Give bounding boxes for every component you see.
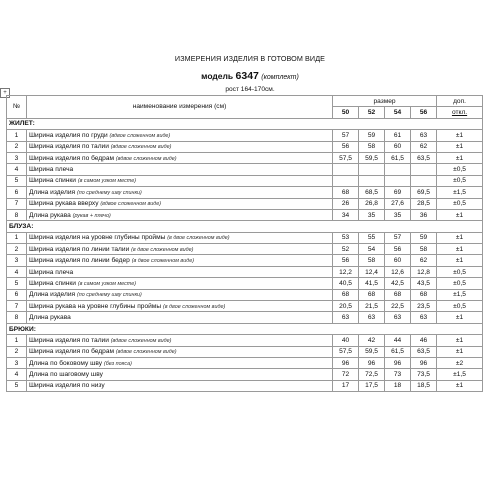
size-value: 53 <box>333 232 359 243</box>
header-row <box>7 96 483 107</box>
size-value: 52 <box>333 244 359 255</box>
measurement-note: (без пояса) <box>103 360 132 367</box>
size-value: 57 <box>385 232 411 243</box>
size-value: 63 <box>411 130 437 141</box>
tolerance-value: ±0,5 <box>437 278 483 289</box>
measurements-table <box>6 95 483 392</box>
measurement-name-cell <box>27 266 333 277</box>
size-value: 58 <box>411 244 437 255</box>
table-row <box>7 301 483 312</box>
size-value: 68,5 <box>359 187 385 198</box>
row-number: 3 <box>7 357 27 368</box>
size-value <box>333 164 359 175</box>
size-value: 96 <box>359 357 385 368</box>
size-value: 59,5 <box>359 152 385 163</box>
document-title: ИЗМЕРЕНИЯ ИЗДЕЛИЯ В ГОТОВОМ ВИДЕ <box>174 54 326 63</box>
table-row <box>7 380 483 391</box>
measurement-name: Ширина рукава на уровне глубины проймы <box>29 302 162 310</box>
measurement-note: (по среднему шву спинки) <box>76 292 142 299</box>
measurement-note: (вдвое сложенном виде) <box>110 337 172 344</box>
measurement-name-cell <box>27 255 333 266</box>
size-value: 58 <box>359 255 385 266</box>
size-value: 59 <box>411 232 437 243</box>
tolerance-value: ±1,5 <box>437 369 483 380</box>
table-row <box>7 255 483 266</box>
model-label: модель <box>201 71 234 81</box>
table-row <box>7 278 483 289</box>
size-value: 63,5 <box>411 346 437 357</box>
size-value: 73 <box>385 369 411 380</box>
measurement-name-cell <box>27 335 333 346</box>
size-value: 12,4 <box>359 266 385 277</box>
size-value <box>411 175 437 186</box>
measurement-name-cell <box>27 369 333 380</box>
measurement-name: Ширина изделия по бедрам <box>29 154 115 162</box>
size-value: 54 <box>359 244 385 255</box>
size-value <box>385 175 411 186</box>
size-value: 55 <box>359 232 385 243</box>
section-row <box>7 118 483 129</box>
size-value: 68 <box>333 289 359 300</box>
tolerance-value: ±1 <box>437 312 483 323</box>
size-value: 96 <box>385 357 411 368</box>
size-value: 73,5 <box>411 369 437 380</box>
row-number: 4 <box>7 164 27 175</box>
size-header: 56 <box>411 107 437 118</box>
tolerance-value: ±0,5 <box>437 175 483 186</box>
measurement-name-cell <box>27 278 333 289</box>
size-value: 63,5 <box>411 152 437 163</box>
tolerance-value: ±1 <box>437 232 483 243</box>
size-value: 63 <box>359 312 385 323</box>
size-header: 54 <box>385 107 411 118</box>
row-number: 1 <box>7 232 27 243</box>
size-value: 68 <box>333 187 359 198</box>
tolerance-value: ±1 <box>437 346 483 357</box>
measurement-name: Ширина изделия на уровне глубины проймы <box>29 234 166 242</box>
measurement-name-cell <box>27 289 333 300</box>
tolerance-value: ±2 <box>437 357 483 368</box>
col-header-name: наименование измерения (см) <box>27 96 333 119</box>
measurement-note: (вдвое сложенном виде) <box>109 132 171 139</box>
col-header-tolerance-bottom: откл. <box>437 107 483 118</box>
size-value: 42,5 <box>385 278 411 289</box>
size-header: 52 <box>359 107 385 118</box>
table-row <box>7 164 483 175</box>
measurement-name-cell <box>27 357 333 368</box>
measurement-note: (в двое сложенном виде) <box>131 258 195 265</box>
row-number: 4 <box>7 369 27 380</box>
size-value: 46 <box>411 335 437 346</box>
measurement-name-cell <box>27 232 333 243</box>
measurement-name-cell <box>27 187 333 198</box>
table-row <box>7 266 483 277</box>
row-number: 3 <box>7 152 27 163</box>
size-value: 61 <box>385 130 411 141</box>
measurement-note: (вдвое сложенном виде) <box>115 349 177 356</box>
row-number: 7 <box>7 301 27 312</box>
measurement-note: (вдвое сложенном виде) <box>115 155 177 162</box>
row-number: 1 <box>7 130 27 141</box>
size-value: 41,5 <box>359 278 385 289</box>
measurement-name: Ширина изделия по талии <box>29 336 109 344</box>
section-title: БЛУЗА: <box>7 221 483 232</box>
size-value: 26,8 <box>359 198 385 209</box>
measurement-note: (в двое сложенном виде) <box>167 235 230 242</box>
size-value: 68 <box>359 289 385 300</box>
size-value: 69 <box>385 187 411 198</box>
size-value: 35 <box>359 209 385 220</box>
measurement-note: (вдвое сложенном виде) <box>100 201 162 208</box>
tolerance-value: ±1,5 <box>437 187 483 198</box>
size-value: 26 <box>333 198 359 209</box>
table-row <box>7 346 483 357</box>
size-value <box>385 164 411 175</box>
size-value: 62 <box>411 255 437 266</box>
measurement-name-cell <box>27 301 333 312</box>
row-number: 2 <box>7 346 27 357</box>
table-row <box>7 312 483 323</box>
table-row <box>7 141 483 152</box>
size-value <box>333 175 359 186</box>
size-value: 12,8 <box>411 266 437 277</box>
tolerance-value: ±1 <box>437 209 483 220</box>
row-number: 8 <box>7 312 27 323</box>
size-value: 72,5 <box>359 369 385 380</box>
measurement-note: (в двое сложенном виде) <box>131 246 194 253</box>
size-value: 69,5 <box>411 187 437 198</box>
size-value: 28,5 <box>411 198 437 209</box>
measurement-name: Ширина изделия по низу <box>29 382 105 390</box>
size-value: 18 <box>385 380 411 391</box>
section-title: БРЮКИ: <box>7 323 483 334</box>
measurement-name-cell <box>27 312 333 323</box>
table-row <box>7 232 483 243</box>
measurement-name-cell <box>27 141 333 152</box>
row-number: 5 <box>7 278 27 289</box>
measurement-note: (в самом узком месте) <box>77 280 137 287</box>
size-value: 12,6 <box>385 266 411 277</box>
size-value: 56 <box>385 244 411 255</box>
size-header: 50 <box>333 107 359 118</box>
measurement-name-cell <box>27 244 333 255</box>
row-number: 6 <box>7 289 27 300</box>
row-number: 4 <box>7 266 27 277</box>
table-row <box>7 130 483 141</box>
table-row <box>7 357 483 368</box>
tolerance-value: ±0,5 <box>437 301 483 312</box>
size-value: 60 <box>385 255 411 266</box>
measurement-name: Длина по шаговому шву <box>29 371 103 379</box>
size-value: 63 <box>385 312 411 323</box>
row-number: 5 <box>7 175 27 186</box>
table-row <box>7 152 483 163</box>
measurement-note: (по среднему шву спинки) <box>76 189 142 196</box>
size-value: 96 <box>411 357 437 368</box>
row-number: 3 <box>7 255 27 266</box>
select-all-corner[interactable]: + <box>0 88 10 98</box>
size-value: 72 <box>333 369 359 380</box>
table-row <box>7 209 483 220</box>
row-number: 2 <box>7 244 27 255</box>
measurement-name-cell <box>27 152 333 163</box>
measurement-name: Ширина изделия по линии талии <box>29 245 130 253</box>
size-value: 17 <box>333 380 359 391</box>
col-header-no: № <box>7 96 27 119</box>
measurement-name: Длина рукава <box>29 314 71 322</box>
size-value: 60 <box>385 141 411 152</box>
section-row <box>7 221 483 232</box>
size-value: 57,5 <box>333 346 359 357</box>
tolerance-value: ±1 <box>437 141 483 152</box>
measurement-name-cell <box>27 198 333 209</box>
size-value: 57 <box>333 130 359 141</box>
measurement-name: Длина изделия <box>29 291 76 299</box>
model-line <box>120 70 380 82</box>
size-value: 12,2 <box>333 266 359 277</box>
size-value: 27,6 <box>385 198 411 209</box>
measurement-name-cell <box>27 380 333 391</box>
size-value: 96 <box>333 357 359 368</box>
measurement-name: Ширина рукава вверху <box>29 200 99 208</box>
size-value: 21,5 <box>359 301 385 312</box>
row-number: 5 <box>7 380 27 391</box>
size-value: 58 <box>359 141 385 152</box>
size-value: 35 <box>385 209 411 220</box>
measurement-name: Ширина плеча <box>29 268 74 276</box>
row-number: 8 <box>7 209 27 220</box>
measurement-name-cell <box>27 346 333 357</box>
measurement-name-cell <box>27 175 333 186</box>
size-value: 44 <box>385 335 411 346</box>
size-value: 43,5 <box>411 278 437 289</box>
measurement-note: (в самом узком месте) <box>77 178 137 185</box>
size-value: 18,5 <box>411 380 437 391</box>
col-header-tolerance-top: доп. <box>437 96 483 107</box>
table-row <box>7 369 483 380</box>
size-value: 62 <box>411 141 437 152</box>
size-value: 56 <box>333 141 359 152</box>
measurement-name: Ширина изделия по бедрам <box>29 348 115 356</box>
height-range: рост 164-170см. <box>225 86 275 93</box>
size-value: 23,5 <box>411 301 437 312</box>
measurement-note: (в двое сложенном виде) <box>162 303 226 310</box>
measurement-name: Длина по боковому шву <box>29 359 103 367</box>
size-value: 68 <box>411 289 437 300</box>
model-note: (комплект) <box>261 74 299 81</box>
tolerance-value: ±1 <box>437 130 483 141</box>
col-header-size: размер <box>333 96 437 107</box>
measurement-name: Ширина изделия по груди <box>29 131 108 139</box>
size-value: 61,5 <box>385 346 411 357</box>
size-value: 63 <box>333 312 359 323</box>
table-row <box>7 198 483 209</box>
size-value: 20,5 <box>333 301 359 312</box>
measurement-name: Ширина изделия по линии бедер <box>29 257 130 265</box>
tolerance-value: ±1 <box>437 255 483 266</box>
size-value: 59 <box>359 130 385 141</box>
size-value: 17,5 <box>359 380 385 391</box>
size-value: 68 <box>385 289 411 300</box>
tolerance-value: ±1 <box>437 152 483 163</box>
measurement-name: Длина изделия <box>29 188 76 196</box>
measurement-name: Длина рукава <box>29 211 71 219</box>
table-row <box>7 244 483 255</box>
model-number: 6347 <box>235 70 259 82</box>
measurement-name-cell <box>27 209 333 220</box>
measurement-note: (рукав + плечо) <box>72 212 111 219</box>
tolerance-value: ±1 <box>437 244 483 255</box>
size-value: 40 <box>333 335 359 346</box>
measurement-name: Ширина плеча <box>29 166 74 174</box>
size-value: 56 <box>333 255 359 266</box>
size-value: 42 <box>359 335 385 346</box>
size-value: 59,5 <box>359 346 385 357</box>
size-value: 61,5 <box>385 152 411 163</box>
table-row <box>7 289 483 300</box>
tolerance-value: ±1 <box>437 380 483 391</box>
tolerance-value: ±0,5 <box>437 164 483 175</box>
row-number: 2 <box>7 141 27 152</box>
row-number: 7 <box>7 198 27 209</box>
section-title: ЖИЛЕТ: <box>7 118 483 129</box>
measurement-name-cell <box>27 130 333 141</box>
measurement-name: Ширина спинки <box>29 279 76 287</box>
table-row <box>7 187 483 198</box>
measurement-name: Ширина спинки <box>29 177 76 185</box>
row-number: 1 <box>7 335 27 346</box>
tolerance-value: ±1 <box>437 335 483 346</box>
tolerance-value: ±0,5 <box>437 266 483 277</box>
size-value: 22,5 <box>385 301 411 312</box>
size-value <box>411 164 437 175</box>
table-row <box>7 175 483 186</box>
size-value <box>359 164 385 175</box>
size-value: 63 <box>411 312 437 323</box>
size-value: 57,5 <box>333 152 359 163</box>
measurement-note: (вдвое сложенном виде) <box>110 144 172 151</box>
size-value: 34 <box>333 209 359 220</box>
table-body <box>7 118 483 391</box>
section-row <box>7 323 483 334</box>
measurement-name: Ширина изделия по талии <box>29 143 109 151</box>
size-value: 40,5 <box>333 278 359 289</box>
tolerance-value: ±0,5 <box>437 198 483 209</box>
table-row <box>7 335 483 346</box>
row-number: 6 <box>7 187 27 198</box>
size-value: 36 <box>411 209 437 220</box>
size-value <box>359 175 385 186</box>
tolerance-value: ±1,5 <box>437 289 483 300</box>
measurement-name-cell <box>27 164 333 175</box>
